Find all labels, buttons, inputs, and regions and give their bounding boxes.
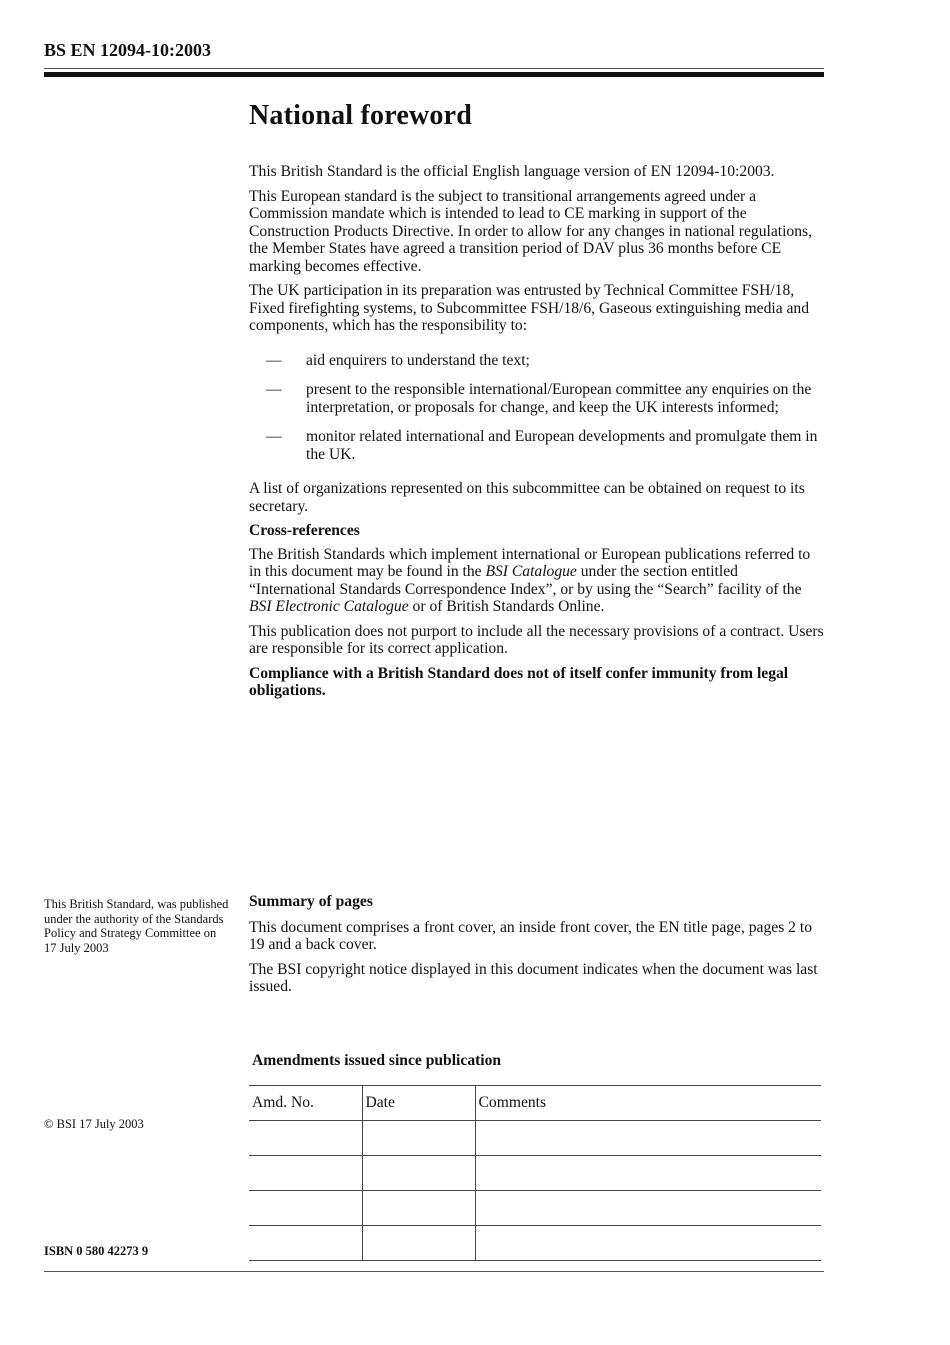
compliance-statement: Compliance with a British Standard does not of itself confer immunity from legal obligations. xyxy=(249,664,789,699)
table-cell xyxy=(475,1121,821,1156)
table-cell xyxy=(249,1226,362,1261)
summary-text-2: The BSI copyright notice displayed in this document indicates when the document was last issued. xyxy=(249,960,818,995)
intro-paragraph-2: This European standard is the subject to transitional arrangements agreed under a Commission mandate which is intended to lead to CE marking in support of the Construction Products Directive. In order to allow for any changes in national regulations, the Member States have agreed a transition period of DAV plus 36 months before CE marking becomes effective. xyxy=(249,187,812,275)
footer-rule xyxy=(44,1271,824,1272)
summary-heading: Summary of pages xyxy=(249,893,373,910)
intro-paragraph-1: This British Standard is the official English language version of EN 12094-10:2003. xyxy=(249,163,775,180)
intro-paragraph-3: The UK participation in its preparation was entrusted by Technical Committee FSH/18, Fixed firefighting systems, to Subcommittee FSH/18/6, Gaseous extinguishing media and components, which has the responsibility to: xyxy=(249,282,810,334)
page-title: National foreword xyxy=(249,100,472,131)
table-cell xyxy=(362,1191,475,1226)
bsi-catalogue-title: BSI Catalogue xyxy=(485,563,577,580)
table-cell xyxy=(475,1156,821,1191)
list-item-text: present to the responsible international/European committee any enquiries on the interpretation, or proposals for change, and keep the UK interests informed; xyxy=(306,381,812,416)
foreword-body xyxy=(249,163,824,707)
table-cell xyxy=(362,1156,475,1191)
table-row xyxy=(249,1121,821,1156)
amendments-table xyxy=(249,1085,821,1261)
table-header-row xyxy=(249,1086,821,1121)
crossref-text-2: under the section entitled “International Standards Correspondence Index”, or by using the “Search” facility of the xyxy=(249,563,802,598)
document-number: BS EN 12094-10:2003 xyxy=(44,40,212,60)
dash-mark: — xyxy=(266,351,282,369)
cross-references-paragraph xyxy=(249,546,824,616)
summary-text-1: This document comprises a front cover, an inside front cover, the EN title page, pages 2 to 19 and a back cover. xyxy=(249,918,812,953)
publication-authority-note: This British Standard, was published under the authority of the Standards Policy and Strategy Committee on 17 July 2003 xyxy=(44,897,229,955)
column-header-date: Date xyxy=(362,1086,475,1121)
table-row xyxy=(249,1156,821,1191)
crossref-text-1: The British Standards which implement international or European publications referred to in this document may be found in the xyxy=(249,545,811,580)
isbn-number: ISBN 0 580 42273 9 xyxy=(44,1244,149,1258)
list-item xyxy=(249,428,824,463)
organizations-note: A list of organizations represented on this subcommittee can be obtained on request to its secretary. xyxy=(249,480,805,515)
crossref-text-3: or of British Standards Online. xyxy=(408,598,605,615)
amendments-title: Amendments issued since publication xyxy=(252,1052,502,1069)
list-item xyxy=(249,381,824,416)
table-cell xyxy=(249,1156,362,1191)
table-cell xyxy=(362,1226,475,1261)
copyright-notice: © BSI 17 July 2003 xyxy=(44,1117,144,1131)
summary-of-pages xyxy=(249,893,824,1003)
list-item-text: monitor related international and European developments and promulgate them in the UK. xyxy=(306,428,818,463)
table-row xyxy=(249,1226,821,1261)
table-cell xyxy=(475,1226,821,1261)
disclaimer-paragraph: This publication does not purport to include all the necessary provisions of a contract. Users are responsible for its correct application. xyxy=(249,622,824,657)
header-rule-thin xyxy=(44,68,824,69)
dash-mark: — xyxy=(266,381,282,398)
table-cell xyxy=(249,1191,362,1226)
table-cell xyxy=(249,1121,362,1156)
table-cell xyxy=(362,1121,475,1156)
column-header-comments: Comments xyxy=(475,1086,821,1121)
column-header-amd-no: Amd. No. xyxy=(249,1086,362,1121)
table-row xyxy=(249,1191,821,1226)
table-cell xyxy=(475,1191,821,1226)
list-item xyxy=(249,352,824,370)
list-item-text: aid enquirers to understand the text; xyxy=(306,351,530,369)
bsi-electronic-catalogue-title: BSI Electronic Catalogue xyxy=(249,598,409,615)
responsibility-list xyxy=(249,352,824,464)
dash-mark: — xyxy=(266,428,282,445)
header-rule-thick xyxy=(44,72,824,77)
cross-references-heading: Cross-references xyxy=(249,522,360,539)
